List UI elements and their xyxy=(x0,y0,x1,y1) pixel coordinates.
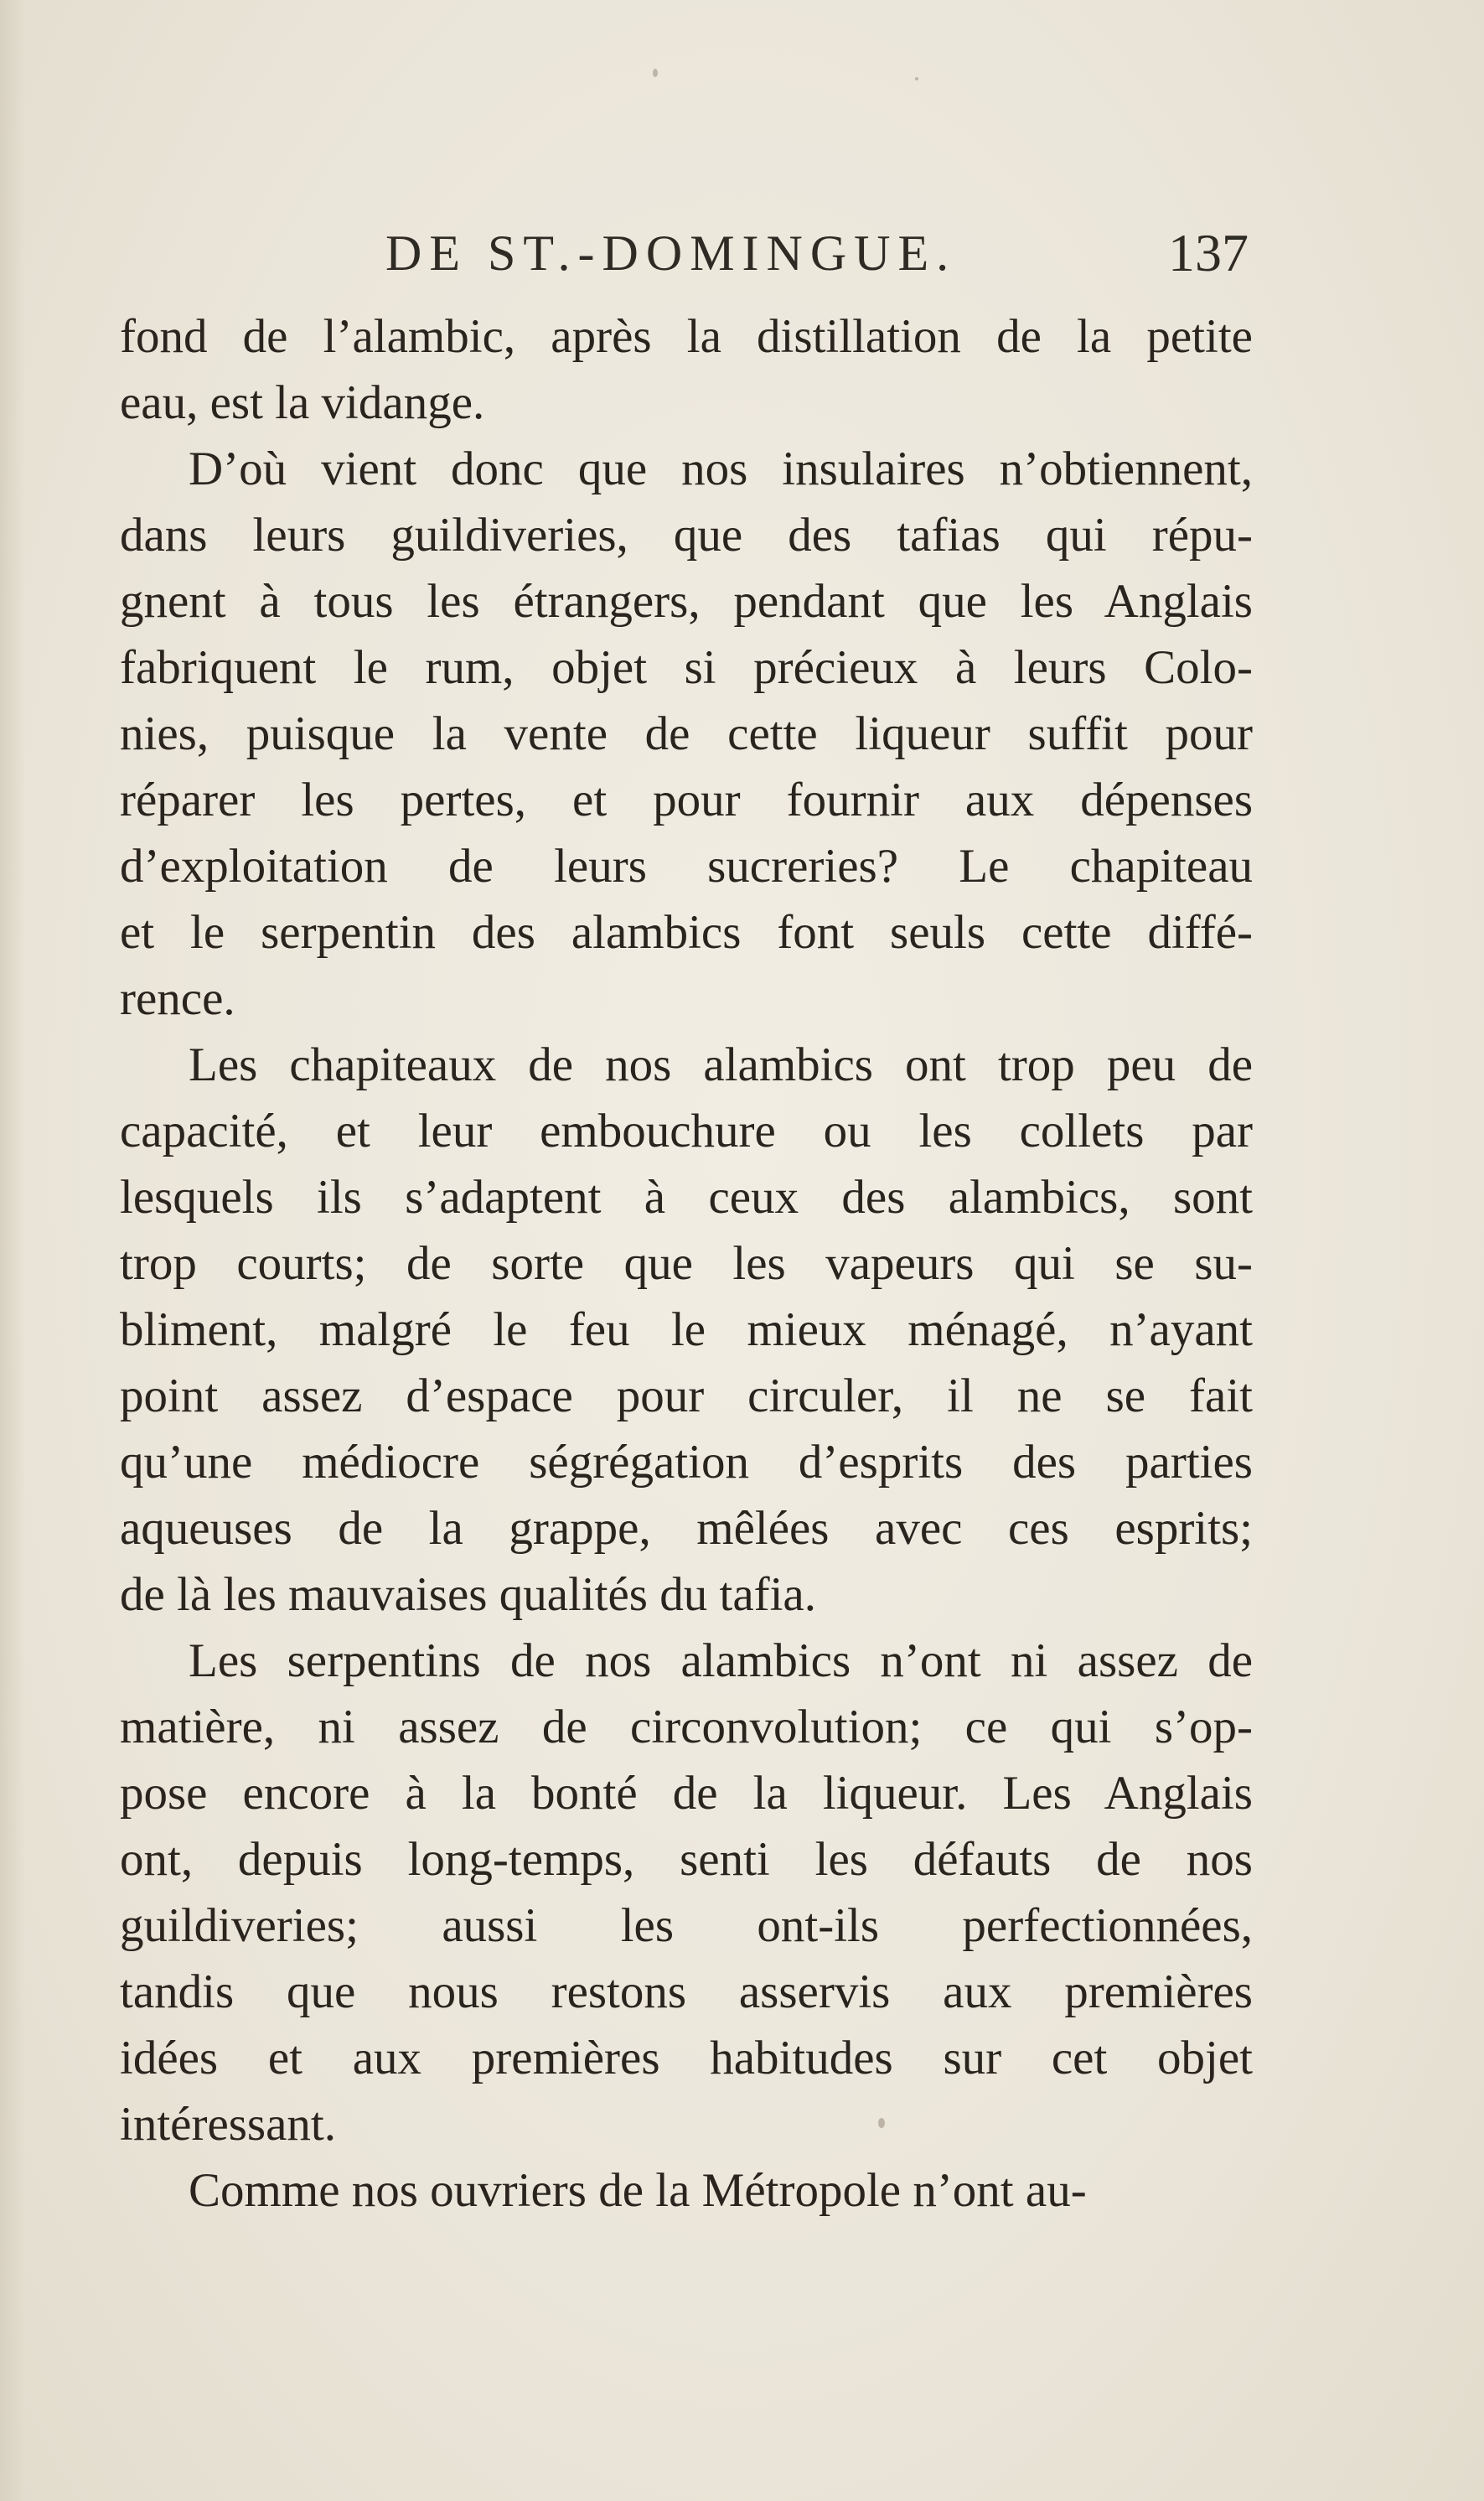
paragraph xyxy=(120,303,1253,436)
paragraph xyxy=(120,1628,1253,2157)
text-line: D’où vient donc que nos insulaires n’obtiennent, xyxy=(189,443,1253,495)
text-line: capacité, et leur embouchure ou les collets par xyxy=(120,1105,1253,1157)
text-line: aqueuses de la grappe, mêlées avec ces esprits; xyxy=(120,1502,1253,1555)
paragraph xyxy=(120,1032,1253,1628)
text-line: idées et aux premières habitudes sur cet objet xyxy=(120,2032,1253,2084)
text-line: pose encore à la bonté de la liqueur. Les Anglais xyxy=(120,1767,1253,1820)
paragraph xyxy=(120,2157,1253,2224)
page-gutter-shadow xyxy=(0,0,25,2501)
text-line: dans leurs guildiveries, que des tafias qui répu- xyxy=(120,509,1253,562)
text-line: d’exploitation de leurs sucreries? Le chapiteau xyxy=(120,840,1253,893)
page-number: 137 xyxy=(1168,223,1249,282)
paper-speck xyxy=(878,2118,885,2128)
text-line: point assez d’espace pour circuler, il ne se fait xyxy=(120,1370,1253,1422)
text-line: Les chapiteaux de nos alambics ont trop peu de xyxy=(189,1038,1253,1091)
text-line: Les serpentins de nos alambics n’ont ni assez de xyxy=(189,1634,1253,1687)
text-line: lesquels ils s’adaptent à ceux des alambics, sont xyxy=(120,1171,1253,1224)
text-line: réparer les pertes, et pour fournir aux dépenses xyxy=(120,774,1253,826)
text-line: gnent à tous les étrangers, pendant que les Anglais xyxy=(120,575,1253,628)
text-line: qu’une médiocre ségrégation d’esprits des parties xyxy=(120,1436,1253,1489)
text-line: Comme nos ouvriers de la Métropole n’ont au- xyxy=(189,2164,1087,2217)
text-line: matière, ni assez de circonvolution; ce qui s’op- xyxy=(120,1701,1253,1753)
text-line: fabriquent le rum, objet si précieux à leurs Colo- xyxy=(120,641,1253,694)
text-line: trop courts; de sorte que les vapeurs qui se su- xyxy=(120,1237,1253,1290)
running-head: DE ST.-DOMINGUE. xyxy=(385,225,957,281)
text-line: ont, depuis long-temps, senti les défauts de nos xyxy=(120,1833,1253,1886)
page-header xyxy=(126,220,1249,287)
body-text xyxy=(120,303,1253,2224)
text-line: eau, est la vidange. xyxy=(120,376,485,429)
text-line: rence. xyxy=(120,972,235,1025)
text-line: et le serpentin des alambics font seuls cette diffé- xyxy=(120,906,1253,959)
text-line: nies, puisque la vente de cette liqueur suffit pour xyxy=(120,707,1253,760)
text-line: intéressant. xyxy=(120,2098,337,2151)
paper-speck xyxy=(653,69,658,77)
text-line: de là les mauvaises qualités du tafia. xyxy=(120,1568,816,1621)
text-line: fond de l’alambic, après la distillation de la petite xyxy=(120,310,1253,363)
paper-speck xyxy=(915,77,918,80)
paragraph xyxy=(120,436,1253,1032)
text-line: bliment, malgré le feu le mieux ménagé, n’ayant xyxy=(120,1303,1253,1356)
text-line: guildiveries; aussi les ont-ils perfectionnées, xyxy=(120,1899,1253,1952)
text-line: tandis que nous restons asservis aux premières xyxy=(120,1965,1253,2018)
